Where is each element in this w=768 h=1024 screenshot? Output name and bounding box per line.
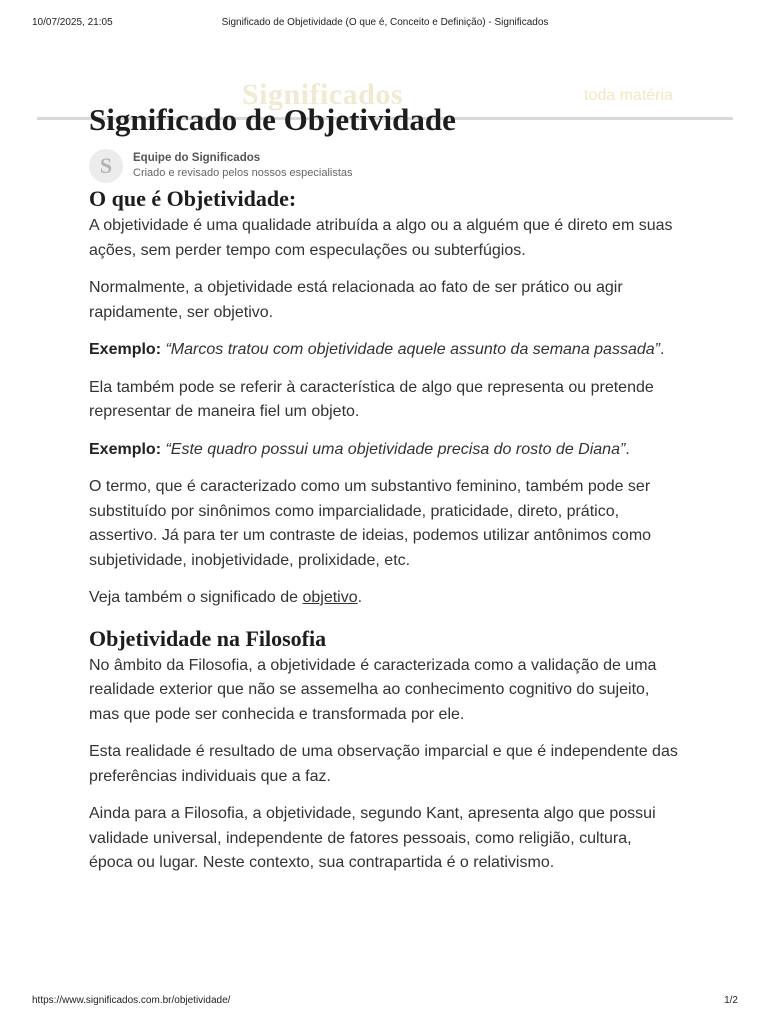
see-also-period: . xyxy=(357,589,363,606)
example-label: Exemplo: xyxy=(89,440,162,458)
author-subtitle: Criado e revisado pelos nossos especialistas xyxy=(133,167,353,179)
paragraph: Normalmente, a objetividade está relacionada ao fato de ser prático ou agir rapidamente, ser objetivo. xyxy=(89,279,623,321)
print-header xyxy=(32,17,738,31)
print-datetime: 10/07/2025, 21:05 xyxy=(32,17,113,28)
section-heading-definition: O que é Objetividade: xyxy=(89,186,297,211)
objetivo-link[interactable]: objetivo xyxy=(302,589,358,606)
author-name[interactable]: Equipe do Significados xyxy=(133,152,261,164)
paragraph: Esta realidade é resultado de uma observação imparcial e que é independente das preferências individuais que a faz. xyxy=(89,743,678,785)
site-logo[interactable]: Significados xyxy=(242,78,404,111)
example-label: Exemplo: xyxy=(89,341,162,358)
example-quote: “Marcos tratou com objetividade aquele assunto da semana passada” xyxy=(165,341,660,358)
section-heading-philosophy: Objetividade na Filosofia xyxy=(89,625,327,651)
example-quote: “Este quadro possui uma objetividade precisa do rosto de Diana” xyxy=(165,440,626,458)
paragraph: No âmbito da Filosofia, a objetividade é caracterizada como a validação de uma realidade exterior que não se assemelha ao conhecimento cognitivo do sujeito, mas que pode ser conhecida e transformada por ele. xyxy=(89,656,657,723)
example-period: . xyxy=(659,341,665,358)
print-footer xyxy=(32,995,738,1009)
example-period: . xyxy=(625,440,630,458)
page-url: https://www.significados.com.br/objetividade/ xyxy=(32,995,231,1006)
article-content xyxy=(89,100,679,889)
see-also-prefix: Veja também o significado de xyxy=(89,589,299,606)
author-info xyxy=(133,151,353,181)
see-also-paragraph xyxy=(89,586,679,611)
article-title: Significado de Objetividade xyxy=(89,102,456,137)
paragraph: Ainda para a Filosofia, a objetividade, segundo Kant, apresenta algo que possui validade universal, independente de fatores pessoais, como religião, cultura, época ou lugar. Neste contexto, sua contrapartida é o relativismo. xyxy=(89,805,656,871)
paragraph: A objetividade é uma qualidade atribuída a algo ou a alguém que é direto em suas ações, sem perder tempo com especulações ou subterfúgios. xyxy=(89,217,673,259)
author-block xyxy=(89,148,679,184)
page-number: 1/2 xyxy=(724,995,738,1006)
author-avatar: S xyxy=(89,149,123,183)
example-paragraph xyxy=(89,438,679,463)
paragraph: O termo, que é caracterizado como um substantivo feminino, também pode ser substituído por sinônimos como imparcialidade, praticidade, direto, prático, assertivo. Já para ter um contraste de ideias, podemos utilizar antônimos como subjetividade, inobjetividade, prolixidade, etc. xyxy=(89,478,652,569)
toda-materia-link[interactable]: toda matéria xyxy=(584,87,673,104)
example-paragraph xyxy=(89,338,679,363)
paragraph: Ela também pode se referir à característica de algo que representa ou pretende representar de maneira fiel um objeto. xyxy=(89,378,654,420)
print-page-title: Significado de Objetividade (O que é, Conceito e Definição) - Significados xyxy=(221,17,549,28)
